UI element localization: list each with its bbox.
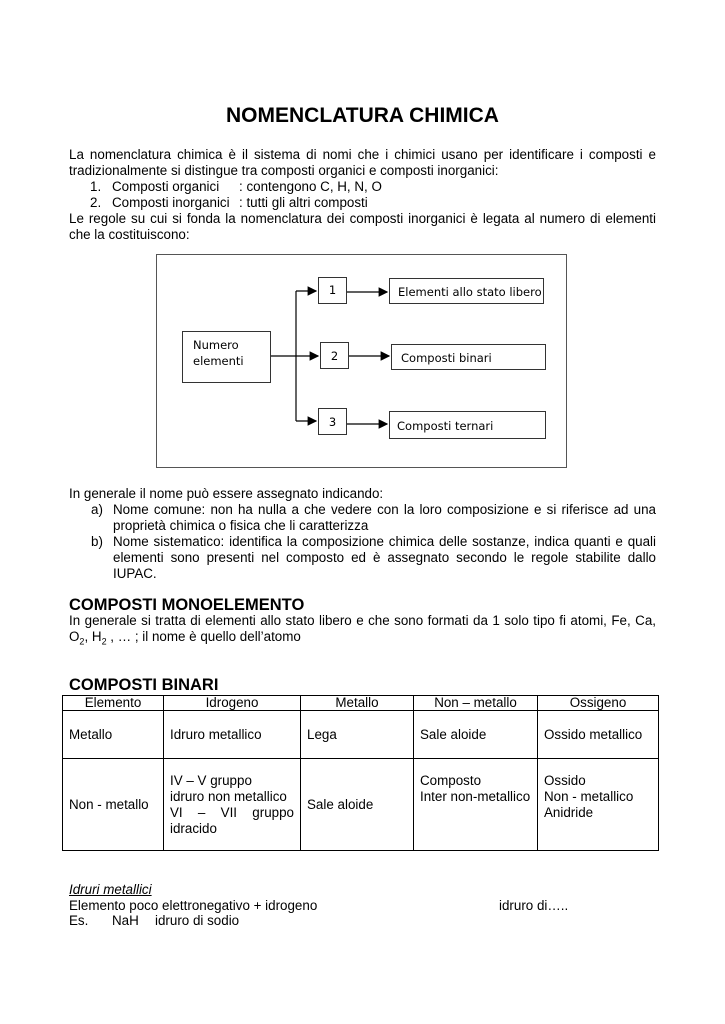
cell-line: Anidride [544,805,594,820]
list-marker: b) [91,534,103,549]
list-item [69,179,656,195]
cell-line: VI – VII gruppo [170,804,294,820]
section-heading-monoelemento: COMPOSTI MONOELEMENTO [69,596,305,614]
table-cell: Sale aloide [301,759,414,851]
example-formula: NaH [112,913,139,928]
table-cell [538,759,659,851]
source-box [182,331,271,383]
node-number: 2 [330,349,339,363]
list-item [91,534,656,582]
list-text: Nome sistematico: identifica la composizione chimica delle sostanze, indica quanti e quali elementi sono presenti nel composto ed è assegnato secondo le regole stabilite dallo IUPAC. [113,534,656,581]
cell-line: idruro non metallico [170,788,287,804]
node-box-1 [318,277,347,304]
table-row [63,759,659,851]
node-box-2 [320,342,349,369]
column-header: Idrogeno [164,696,301,711]
formula-subscript: 2 [79,636,85,647]
column-header: Elemento [63,696,164,711]
cell-line: Non - metallico [544,789,634,804]
cell-line: idracido [170,820,217,836]
table-cell: Metallo [63,711,164,759]
column-header: Ossigeno [538,696,659,711]
example-label: Es. [69,913,89,928]
node-label: Elementi allo stato libero [398,285,542,299]
rules-text: Le regole su cui si fonda la nomenclatura dei composti inorganici è legata al numero di elementi che la costituiscono: [69,211,656,242]
cell-line: Composto [420,773,482,788]
label-box-3 [389,411,546,439]
list-description: : contengono C, H, N, O [239,179,382,194]
node-label: Composti binari [401,351,492,365]
list-label: Composti organici [112,179,220,194]
page-title: NOMENCLATURA CHIMICA [226,104,499,127]
column-header: Non – metallo [414,696,538,711]
list-description: : tutti gli altri composti [239,195,368,210]
table-cell: Lega [301,711,414,759]
column-header: Metallo [301,696,414,711]
binari-table [62,695,659,851]
intro-paragraph [69,147,656,243]
idruri-definition: Elemento poco elettronegativo + idrogeno [69,898,318,913]
label-box-1 [389,278,544,304]
monoelemento-line [69,629,656,650]
formula-text: , H [84,629,102,644]
label-box-2 [391,344,546,370]
list-item [91,502,656,534]
naming-intro: In generale il nome può essere assegnato indicando: [69,486,384,501]
node-label: Composti ternari [397,419,494,433]
node-box-3 [318,408,347,435]
list-item [69,195,656,211]
formula-subscript: 2 [101,636,107,647]
table-header-row [63,696,659,711]
table-cell: Sale aloide [414,711,538,759]
cell-line: Inter non-metallico [420,789,531,804]
list-number: 2. [90,195,102,210]
cell-line: Ossido [544,773,586,788]
source-label: elementi [193,354,244,368]
formula-text: O [69,629,80,644]
classification-diagram [156,254,567,468]
example-name: idruro di sodio [155,913,240,928]
monoelemento-line: In generale si tratta di elementi allo stato libero e che sono formati da 1 solo tipo fi atomi, Fe, Ca, [69,613,656,628]
table-cell: Idruro metallico [164,711,301,759]
monoelemento-text [69,613,656,650]
table-cell: Ossido metallico [538,711,659,759]
table-cell: Non - metallo [63,759,164,851]
idruri-name-pattern: idruro di….. [499,898,569,913]
node-number: 3 [328,415,337,429]
naming-list [91,502,656,582]
list-marker: a) [91,502,103,517]
formula-text: , … ; il nome è quello dell’atomo [106,629,301,644]
list-label: Composti inorganici [112,195,230,210]
list-text: Nome comune: non ha nulla a che vedere con la loro composizione e si riferisce ad una proprietà chimica o fisica che li caratterizza [113,502,656,533]
cell-line: IV – V gruppo [170,772,252,788]
intro-text: La nomenclatura chimica è il sistema di nomi che i chimici usano per identificare i composti e tradizionalmente si distingue tra composti organici e composti inorganici: [69,147,656,178]
node-number: 1 [328,283,337,297]
table-cell [164,759,301,851]
source-label: Numero [193,338,239,352]
list-number: 1. [90,179,102,194]
table-cell [414,759,538,851]
subsection-heading-idruri: Idruri metallici [69,882,152,897]
table-row [63,711,659,759]
section-heading-binari: COMPOSTI BINARI [69,676,219,694]
